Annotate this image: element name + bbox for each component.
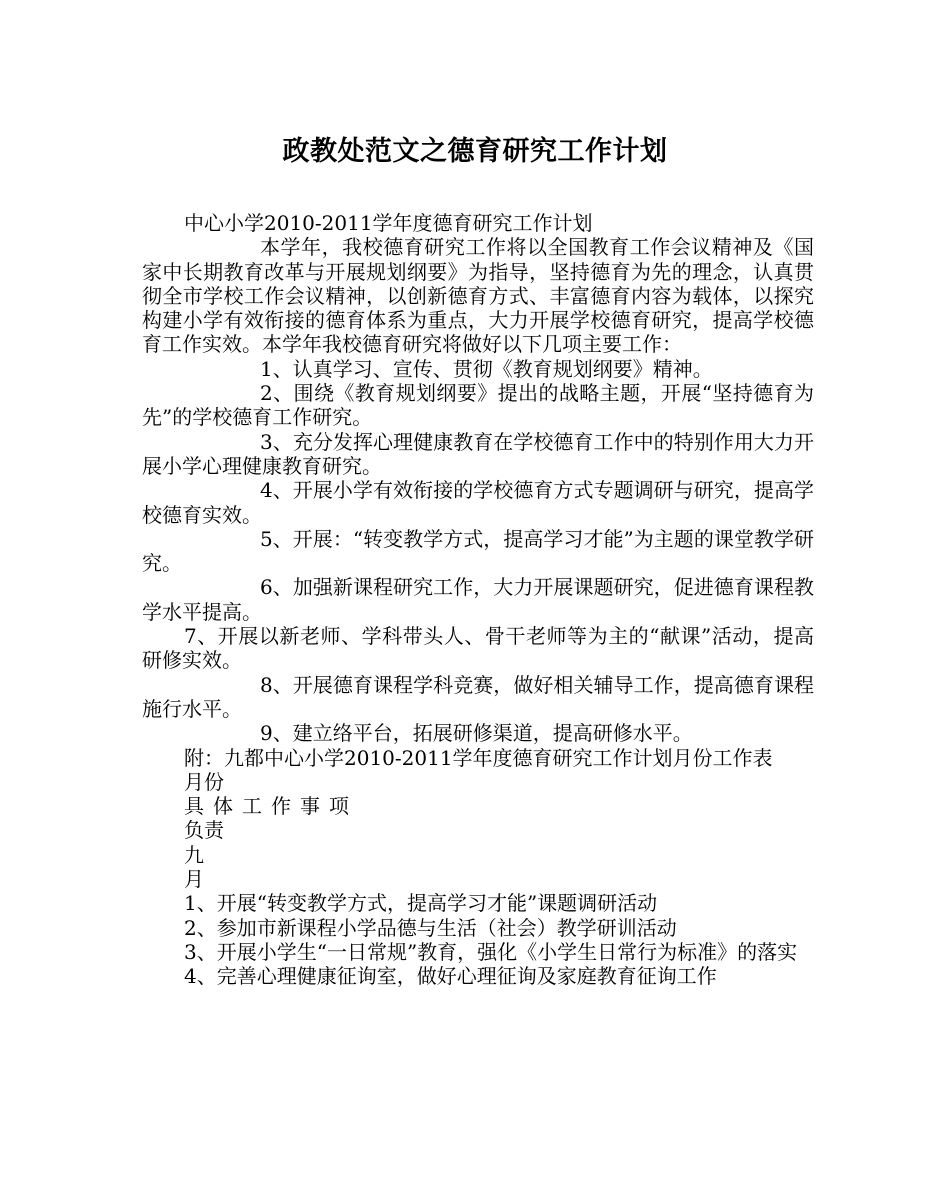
work-item-5: 5、开展：“转变教学方式，提高学习才能”为主题的课堂教学研究。 — [142, 526, 814, 576]
work-item-9: 9、建立络平台，拓展研修渠道，提高研修水平。 — [260, 721, 693, 746]
work-item-6: 6、加强新课程研究工作，大力开展课题研究，促进德育课程教学水平提高。 — [142, 575, 814, 624]
document-title: 政教处范文之德育研究工作计划 — [282, 136, 668, 167]
plan-heading: 中心小学2010-2011学年度德育研究工作计划 — [184, 211, 593, 235]
september-task-1: 1、开展“转变教学方式，提高学习才能”课题调研活动 — [184, 891, 658, 916]
work-item-7: 7、开展以新老师、学科带头人、骨干老师等为主的“献课”活动，提高研修实效。 — [142, 624, 814, 673]
work-item-1: 1、认真学习、宣传、贯彻《教育规划纲要》精神。 — [260, 356, 713, 381]
month-label-part-1: 九 — [184, 842, 204, 867]
work-item-4: 4、开展小学有效衔接的学校德育方式专题调研与研究，提高学校德育实效。 — [142, 478, 814, 527]
september-task-3: 3、开展小学生“一日常规”教育，强化《小学生日常行为标准》的落实 — [184, 939, 798, 964]
work-item-2: 2、围绕《教育规划纲要》提出的战略主题，开展“坚持德育为先”的学校德育工作研究。 — [142, 381, 814, 430]
work-item-3: 3、充分发挥心理健康教育在学校德育工作中的特别作用大力开展小学心理健康教育研究。 — [142, 429, 814, 478]
document-body — [142, 211, 814, 989]
month-label-part-2: 月 — [184, 867, 204, 892]
table-header-owner: 负责 — [184, 818, 224, 843]
work-item-8: 8、开展德育课程学科竞赛，做好相关辅导工作，提高德育课程施行水平。 — [142, 672, 814, 721]
table-header-tasks: 具体工作事项 — [184, 794, 358, 819]
september-task-4: 4、完善心理健康征询室，做好心理征询及家庭教育征询工作 — [184, 964, 717, 989]
appendix-heading: 附：九都中心小学2010-2011学年度德育研究工作计划月份工作表 — [184, 745, 773, 770]
intro-paragraph: 本学年，我校德育研究工作将以全国教育工作会议精神及《国家中长期教育改革与开展规划纲要》为指导，坚持德育为先的理念，认真贯彻全市学校工作会议精神，以创新德育方式、丰富德育内容为载体，以探究构建小学有效衔接的德育体系为重点，大力开展学校德育研究，提高学校德育工作实效。本学年我校德育研究将做好以下几项主要工作： — [142, 235, 814, 357]
september-task-2: 2、参加市新课程小学品德与生活（社会）教学研训活动 — [184, 915, 677, 940]
table-header-month: 月份 — [184, 769, 224, 794]
